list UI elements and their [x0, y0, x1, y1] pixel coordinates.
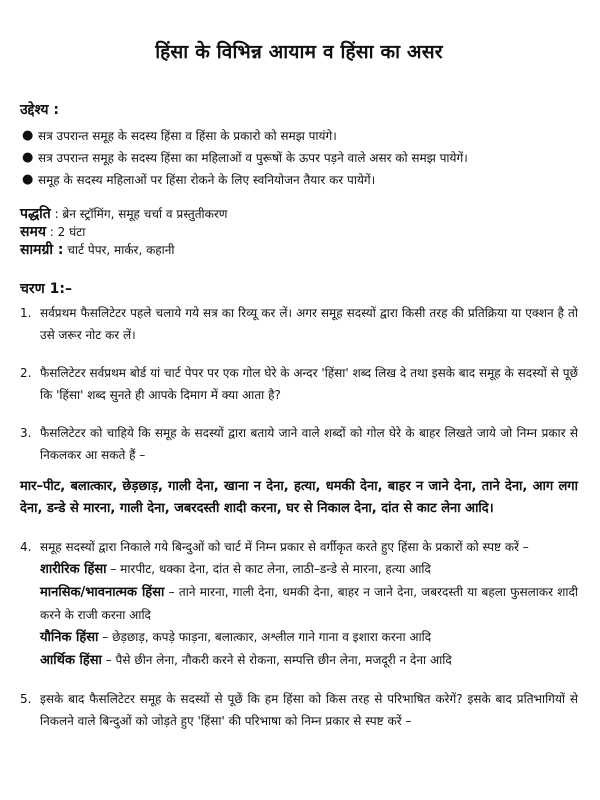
step-number: 2.	[20, 366, 32, 380]
category-title: मानसिक/भावनात्मक हिंसा	[40, 585, 165, 600]
page-title: हिंसा के विभिन्न आयाम व हिंसा का असर	[155, 41, 443, 63]
method-label: पद्धति	[20, 206, 51, 222]
violence-category	[40, 626, 578, 649]
step-number: 5.	[20, 692, 32, 706]
step-text: सर्वप्रथम फैसलिटेटर पहले चलाये गये सत्र का रिव्यू कर लें। अगर समूह सदस्यों द्वारा किसी तरह की प्रतिक्रिया या एक्शन है तो उसे जरूर नोट कर लें।	[40, 306, 578, 342]
list-item	[20, 422, 578, 466]
bullet-icon: ●	[22, 150, 34, 165]
objective-text: सत्र उपरान्त समूह के सदस्य हिंसा व हिंसा के प्रकारो को समझ पायंगे।	[38, 129, 337, 143]
list-item	[20, 169, 578, 191]
material-label: सामग्री :	[20, 242, 64, 258]
list-item	[20, 536, 578, 672]
list-item	[20, 688, 578, 732]
time-label: समय	[20, 224, 46, 240]
list-item	[20, 125, 578, 147]
list-item	[20, 362, 578, 406]
step-number: 1.	[20, 306, 32, 320]
bullet-icon: ●	[22, 172, 34, 187]
objectives-heading: उद्देश्य :	[20, 102, 59, 118]
steps-list-continued	[20, 536, 578, 732]
step-number: 3.	[20, 426, 32, 440]
category-desc: – मारपीट, धक्का देना, दांत से काट लेना, लाठी–डन्डे से मारना, हत्या आदि	[106, 562, 431, 576]
session-meta	[20, 205, 578, 259]
material-value: चार्ट पेपर, मार्कर, कहानी	[63, 243, 175, 257]
category-desc: – छेड़छाड़, कपड़े फाड़ना, बलात्कार, अश्लील गाने गाना व इशारा करना आदि	[98, 630, 432, 644]
step-text: इसके बाद फैसलिटेटर समूह के सदस्यों से पूछें कि हम हिंसा को किस तरह से परिभाषित करेगें? इसके बाद प्रतिभागियों से निकलने वाले बिन्दुओं को जोड़ते हुए 'हिंसा' की परिभाषा को निम्न प्रकार से स्पष्ट करें –	[40, 692, 578, 728]
objective-text: सत्र उपरान्त समूह के सदस्य हिंसा का महिलाओं व पुरूषों के ऊपर पड़ने वाले असर को समझ पायेगें।	[38, 151, 468, 165]
bullet-icon: ●	[22, 128, 34, 143]
step-text: फैसलिटेटर सर्वप्रथम बोर्ड यां चार्ट पेपर पर एक गोल घेरे के अन्दर 'हिंसा' शब्द लिख दे तथा इसके बाद समूह के सदस्यों से पूछें कि 'हिंसा' शब्द सुनते ही आपके दिमाग में क्या आता है?	[40, 366, 578, 402]
step-text: फैसलिटेटर को चाहिये कि समूह के सदस्यों द्वारा बताये जाने वाले शब्दों को गोल घेरे के बाहर लिखते जाये जो निम्न प्रकार से निकलकर आ सकते हैं –	[40, 426, 578, 462]
category-desc: – पैसे छीन लेना, नौकरी करने से रोकना, सम्पत्ति छीन लेना, मजदूरी न देना आदि	[101, 653, 452, 667]
violence-category	[40, 558, 578, 581]
steps-list	[20, 302, 578, 466]
category-desc: – ताने मारना, गाली देना, धमकी देना, बाहर न जाने देना, जबरदस्ती या बहला फुसलाकर शादी करने के राजी करना आदि	[40, 585, 578, 622]
objectives-list	[20, 125, 578, 191]
step-text: समूह सदस्यों द्वारा निकाले गये बिन्दुओं को चार्ट में निम्न प्रकार से वर्गीकृत करते हुए हिंसा के प्रकारों को स्पष्ट करें –	[40, 540, 529, 554]
time-value: : 2 घंटा	[45, 225, 86, 239]
violence-category	[40, 649, 578, 672]
violence-words-list: मार–पीट, बलात्कार, छेड़छाड़, गाली देना, खाना न देना, हत्या, धमकी देना, बाहर न जाने देना, ताने देना, आग लगा देना, डन्डे से मारना, गाली देना, जबरदस्ती शादी करना, घर से निकाल देना, दांत से काट लेना आदि।	[20, 479, 578, 516]
violence-category	[40, 581, 578, 626]
step-number: 4.	[20, 540, 32, 554]
category-title: आर्थिक हिंसा	[40, 653, 102, 668]
category-title: यौनिक हिंसा	[40, 630, 99, 645]
method-row	[20, 205, 578, 223]
step-heading: चरण 1:–	[20, 281, 72, 297]
time-row	[20, 223, 578, 241]
list-item	[20, 147, 578, 169]
list-item	[20, 302, 578, 346]
category-title: शारीरिक हिंसा	[40, 562, 107, 577]
material-row	[20, 241, 578, 259]
objective-text: समूह के सदस्य महिलाओं पर हिंसा रोकने के लिए स्वनियोजन तैयार कर पायेगें।	[38, 173, 376, 187]
method-value: : ब्रेन स्ट्रॉमिंग, समूह चर्चा व प्रस्तुतीकरण	[50, 207, 228, 221]
